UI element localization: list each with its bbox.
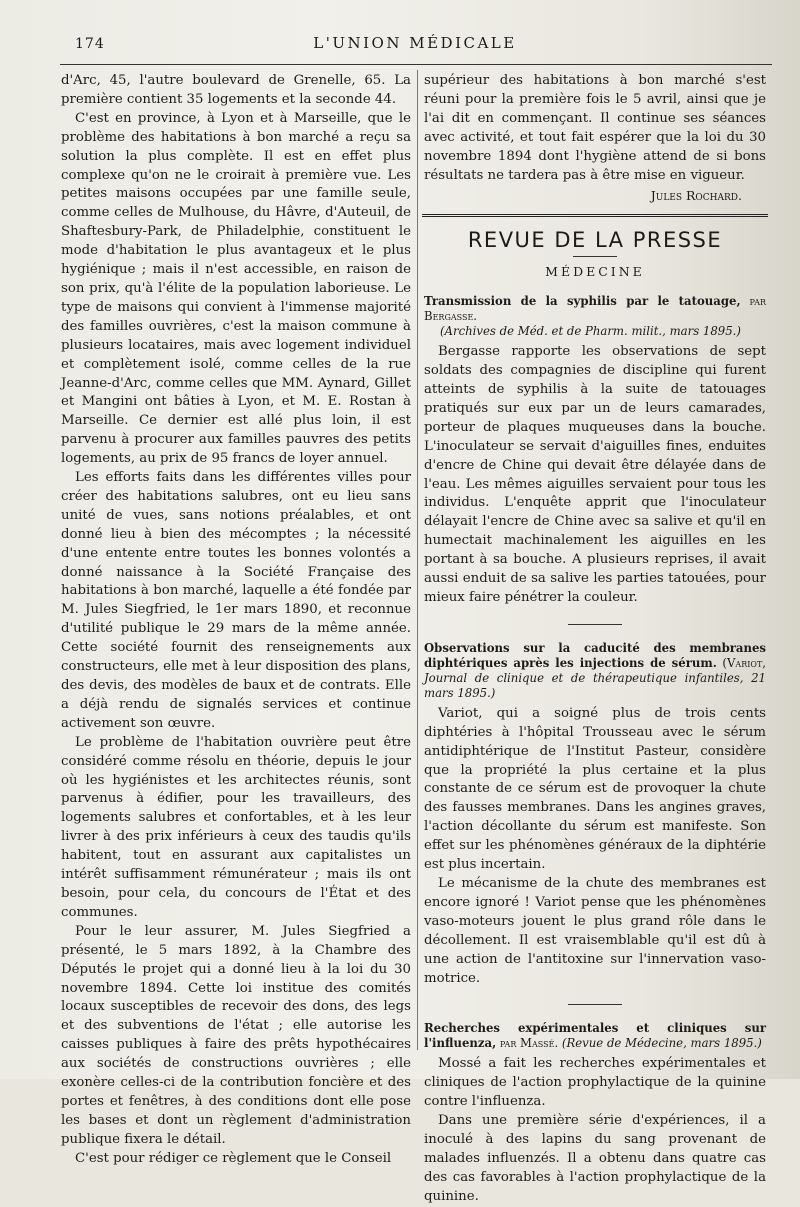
article-title: Recherches expérimentales et cliniques sur l'influenza, <box>424 1021 766 1051</box>
article-title: Transmission de la syphilis par le tatouage, <box>424 294 741 309</box>
paragraph: Le mécanisme de la chute des membranes est encore ignoré ! Variot pense que les phénomènes vaso-moteurs jouent le plus grand rôle dans le décollement. Il est vraisemblable qu'il est dû à une action de l'antitoxine sur l'innervation vaso-motrice. <box>424 876 766 986</box>
page-header <box>60 30 770 54</box>
article-author: par Massé. <box>499 1036 559 1051</box>
author-signature: Jules Rochard. <box>650 188 742 204</box>
left-column <box>61 72 411 1169</box>
article-separator <box>568 624 622 625</box>
title-rule <box>573 256 617 257</box>
paragraph: d'Arc, 45, l'autre boulevard de Grenelle, 65. La première contient 35 logements et la seconde 44. <box>61 73 411 107</box>
paragraph: Variot, qui a soigné plus de trois cents diphtéries à l'hôpital Trousseau avec le sérum antidiphtérique de l'Institut Pasteur, considère que la propriété la plus certaine et la plus constante de ce sérum est de provoquer la chute des fausses membranes. Dans les angines graves, l'action décollante du sérum est manifeste. Son effet sur les phénomènes généraux de la diphtérie est plus incertain. <box>424 705 766 873</box>
article-citation: Journal de clinique et de thérapeutique infantiles, 21 mars 1895.) <box>424 670 766 700</box>
paragraph: Les efforts faits dans les différentes villes pour créer des habitations salubres, ont eu lieu sans unité de vues, sans notions préalables, et ont donné lieu à bien des mécomptes ; la nécessité d'une entente entre toutes les bonnes volontés a donné naissance à la Société Française des habitations à bon marché, laquelle a été fondée par M. Jules Siegfried, le 1er mars 1890, et reconnue d'utilité publique le 29 mars de la même année. Cette société fournit des renseignements aux constructeurs, elle met à leur disposition des plans, des devis, des modèles de baux et de contrats. Elle a déjà rendu de signalés services et continue activement son œuvre. <box>61 470 411 731</box>
article-author: (Variot, <box>722 655 766 670</box>
paragraph: Pour le leur assurer, M. Jules Siegfried a présenté, le 5 mars 1892, à la Chambre des Députés le projet qui a donné lieu à la loi du 30 novembre 1894. Cette loi institue des comités locaux susceptibles de recevoir des dons, des legs et des subventions de l'état ; elle autorise les caisses publiques à faire des prêts hypothécaires aux sociétés de constructions ouvrières ; elle exonère celles-ci de la contribution foncière et des portes et fenêtres, à des conditions dont elle pose les bases et dont un règlement d'administration publique fixera le détail. <box>61 923 411 1147</box>
page-number: 174 <box>75 36 105 52</box>
right-column <box>424 72 766 1207</box>
subsection-title: MÉDECINE <box>545 264 645 280</box>
article-heading <box>424 1021 766 1051</box>
intro-paragraph: supérieur des habitations à bon marché s'est réuni pour la première fois le 5 avril, ainsi que je l'ai dit en commençant. Il continue ses séances avec activité, et tout fait espérer que la loi du 30 novembre 1894 dont l'hygiène attend de si bons résultats ne tardera pas à être mise en vigueur. <box>424 73 766 183</box>
paragraph: Dans une première série d'expériences, il a inoculé à des lapins du sang provenant de malades influenzés. Il a obtenu dans quatre cas des cas favorables à l'action prophylactique de la quinine. <box>424 1113 766 1204</box>
running-title: L'UNION MÉDICALE <box>313 34 517 52</box>
article-separator <box>568 1004 622 1005</box>
article-heading <box>424 641 766 701</box>
article-author: par Bergasse. <box>424 294 766 324</box>
paragraph: Mossé a fait les recherches expérimentales et cliniques de l'action prophylactique de la quinine contre l'influenza. <box>424 1056 766 1110</box>
paragraph: Bergasse rapporte les observations de sept soldats des compagnies de discipline qui furent atteints de syphilis à la suite de tatouages pratiqués sur eux par un de leurs camarades, porteur de plaques muqueuses dans la bouche. L'inoculateur se servait d'aiguilles fines, enduites d'encre de Chine qui devait être délayée dans de l'eau. Les mêmes aiguilles servaient pour tous les individus. L'enquête apprit que l'inoculateur délayait l'encre de Chine avec sa salive et qu'il en humectait machinalement les aiguilles en les portant à sa bouche. A plusieurs reprises, il avait aussi enduit de sa salive les parties tatouées, pour mieux faire pénétrer la couleur. <box>424 344 766 605</box>
article-heading <box>424 294 766 339</box>
article-citation: (Archives de Méd. et de Pharm. milit., mars 1895.) <box>440 324 741 339</box>
section-title: REVUE DE LA PRESSE <box>467 228 723 253</box>
article-citation: (Revue de Médecine, mars 1895.) <box>561 1036 762 1051</box>
paragraph: Le problème de l'habitation ouvrière peut être considéré comme résolu en théorie, depuis le jour où les hygiénistes et les architectes réunis, sont parvenus à édifier, pour les travailleurs, des logements salubres et confortables, et à les leur livrer à des prix inférieurs à ceux des taudis qu'ils habitent, tout en assurant aux capitalistes un intérêt suffisamment rémunérateur ; mais ils ont besoin, pour cela, du concours de l'État et des communes. <box>61 734 411 920</box>
header-rule <box>60 64 772 65</box>
column-divider <box>417 70 418 1050</box>
paragraph: C'est en province, à Lyon et à Marseille, que le problème des habitations à bon marché a reçu sa solution la plus complète. Il est en effet plus complexe qu'on ne le croirait à première vue. Les petites maisons occupées par une famille seule, comme celles de Mulhouse, du Hâvre, d'Auteuil, de Shaftesbury-Park, de Philadelphie, constituent le mode d'habitation le plus avantageux et le plus hygiénique ; mais il n'est accessible, en raison de son prix, qu'à l'élite de la population laborieuse. Le type de maisons qui convient à l'immense majorité des familles ouvrières, c'est la maison commune à plusieurs locataires, mais avec logement individuel et complètement isolé, comme celles de la rue Jeanne-d'Arc, comme celles que MM. Aynard, Gillet et Mangini ont bâties à Lyon, et M. E. Rostan à Marseille. Ce dernier est allé plus loin, il est parvenu à procurer aux familles pauvres des petits logements, au prix de 95 francs de loyer annuel. <box>61 110 411 467</box>
section-separator <box>422 214 768 217</box>
article-title: Observations sur la caducité des membranes diphtériques après les injections de sérum. <box>424 640 766 670</box>
paragraph: C'est pour rédiger ce règlement que le Conseil <box>75 1150 392 1166</box>
